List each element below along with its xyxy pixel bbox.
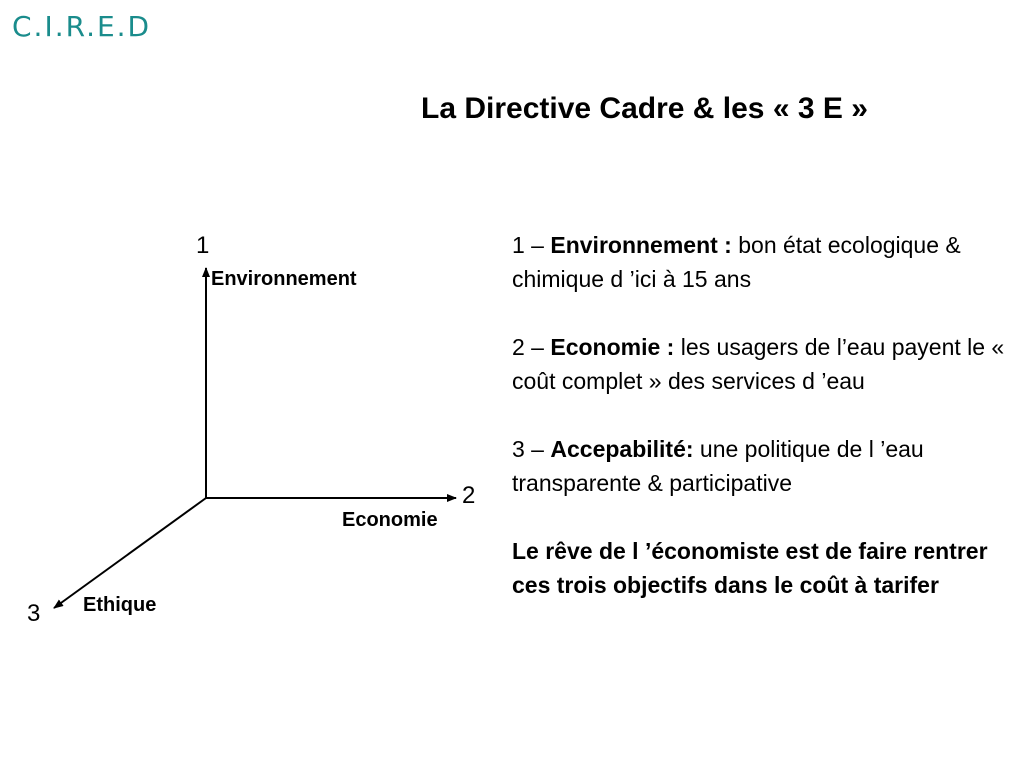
axis-economie-number: 2 [462, 482, 476, 509]
axis-environnement-number: 1 [196, 232, 210, 259]
conclusion-text: Le rêve de l ’économiste est de faire rentrer ces trois objectifs dans le coût à tarifer [512, 538, 988, 598]
note-number: 3 – [512, 436, 551, 462]
note-heading: Accepabilité: [550, 436, 694, 462]
note-body: une politique de l ’eau transparente & participative [512, 436, 924, 496]
note-environnement [512, 228, 1012, 296]
note-body: bon état ecologique & chimique d ’ici à 15 ans [512, 232, 961, 292]
note-number: 1 – [512, 232, 551, 258]
axis-environnement-label: Environnement [211, 268, 357, 290]
axis-ethique-label: Ethique [83, 594, 157, 616]
cired-logo: C.I.R.E.D [12, 10, 152, 43]
note-acceptabilite [512, 432, 1012, 500]
note-heading: Economie : [550, 334, 675, 360]
note-heading: Environnement : [550, 232, 732, 258]
note-economie [512, 330, 1012, 398]
objectives-text [512, 228, 1012, 602]
note-body: les usagers de l’eau payent le « coût complet » des services d ’eau [512, 334, 1005, 394]
axis-ethique-arrow [54, 498, 206, 608]
axis-ethique-number: 3 [27, 600, 41, 627]
note-number: 2 – [512, 334, 551, 360]
slide-title: La Directive Cadre & les « 3 E » [421, 92, 868, 125]
axis-economie-label: Economie [342, 509, 438, 531]
